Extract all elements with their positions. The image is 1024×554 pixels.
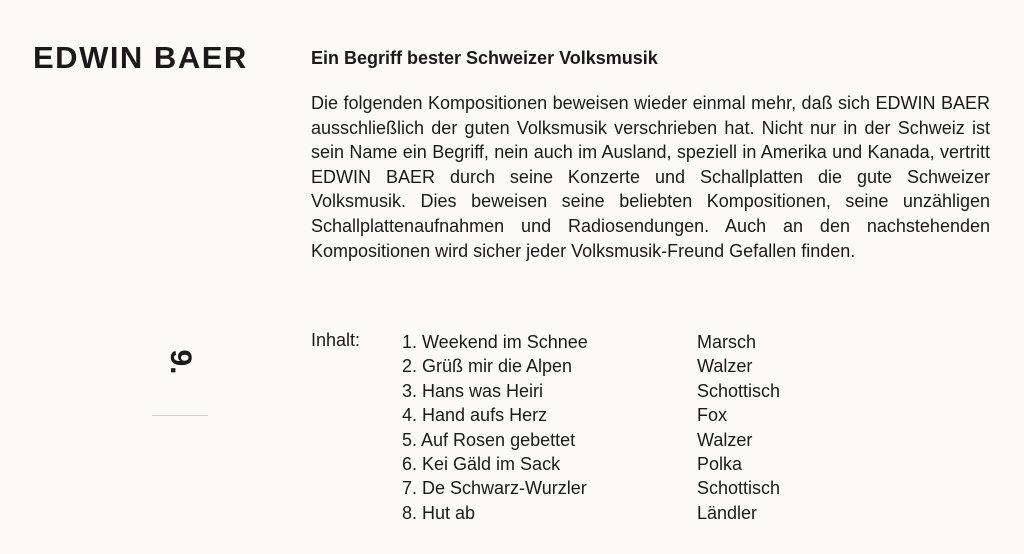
track-row: [402, 379, 822, 403]
track-row: [402, 452, 822, 476]
track-title: 5. Auf Rosen gebettet: [402, 429, 576, 450]
divider: [152, 415, 208, 416]
track-genre: Schottisch: [697, 478, 781, 499]
page-number: 9.: [164, 349, 197, 375]
track-genre: Polka: [697, 453, 743, 474]
track-title: 1. Weekend im Schnee: [402, 332, 588, 352]
track-genre: Schottisch: [697, 380, 781, 401]
track-row: [402, 428, 822, 452]
track-genre: Ländler: [697, 502, 758, 523]
track-row: [402, 330, 822, 354]
track-title: 2. Grüß mir die Alpen: [402, 356, 573, 377]
track-row: [402, 476, 822, 500]
composer-name: EDWIN BAER: [33, 40, 248, 75]
track-title: 7. De Schwarz-Wurzler: [402, 478, 587, 499]
track-row: [402, 501, 822, 525]
track-genre: Marsch: [697, 332, 757, 352]
track-title: 3. Hans was Heiri: [402, 380, 544, 401]
contents-label: Inhalt:: [311, 330, 361, 350]
track-title: 6. Kei Gäld im Sack: [402, 453, 561, 474]
track-genre: Walzer: [697, 356, 753, 377]
track-list: [402, 330, 822, 525]
track-row: [402, 354, 822, 378]
subtitle: Ein Begriff bester Schweizer Volksmusik: [311, 48, 658, 68]
track-title: 4. Hand aufs Herz: [402, 405, 548, 426]
intro-paragraph: Die folgenden Kompositionen beweisen wieder einmal mehr, daß sich EDWIN BAER ausschließlich der guten Volksmusik verschrieben hat. Nicht nur in der Schweiz ist sein Name ein Begriff, nein auch im Ausland, speziell in Amerika und Kanada, vertritt EDWIN BAER durch seine Konzerte und Schallplatten die gute Schweizer Volksmusik. Dies beweisen seine beliebten Kompositionen, seine unzähligen Schallplattenaufnahmen und Radiosendungen. Auch an den nachstehenden Kompositionen wird sicher jeder Volksmusik-Freund Gefallen finden.: [311, 93, 990, 261]
track-title: 8. Hut ab: [402, 502, 476, 523]
track-genre: Walzer: [697, 429, 753, 450]
track-genre: Fox: [697, 405, 728, 426]
track-row: [402, 403, 822, 427]
